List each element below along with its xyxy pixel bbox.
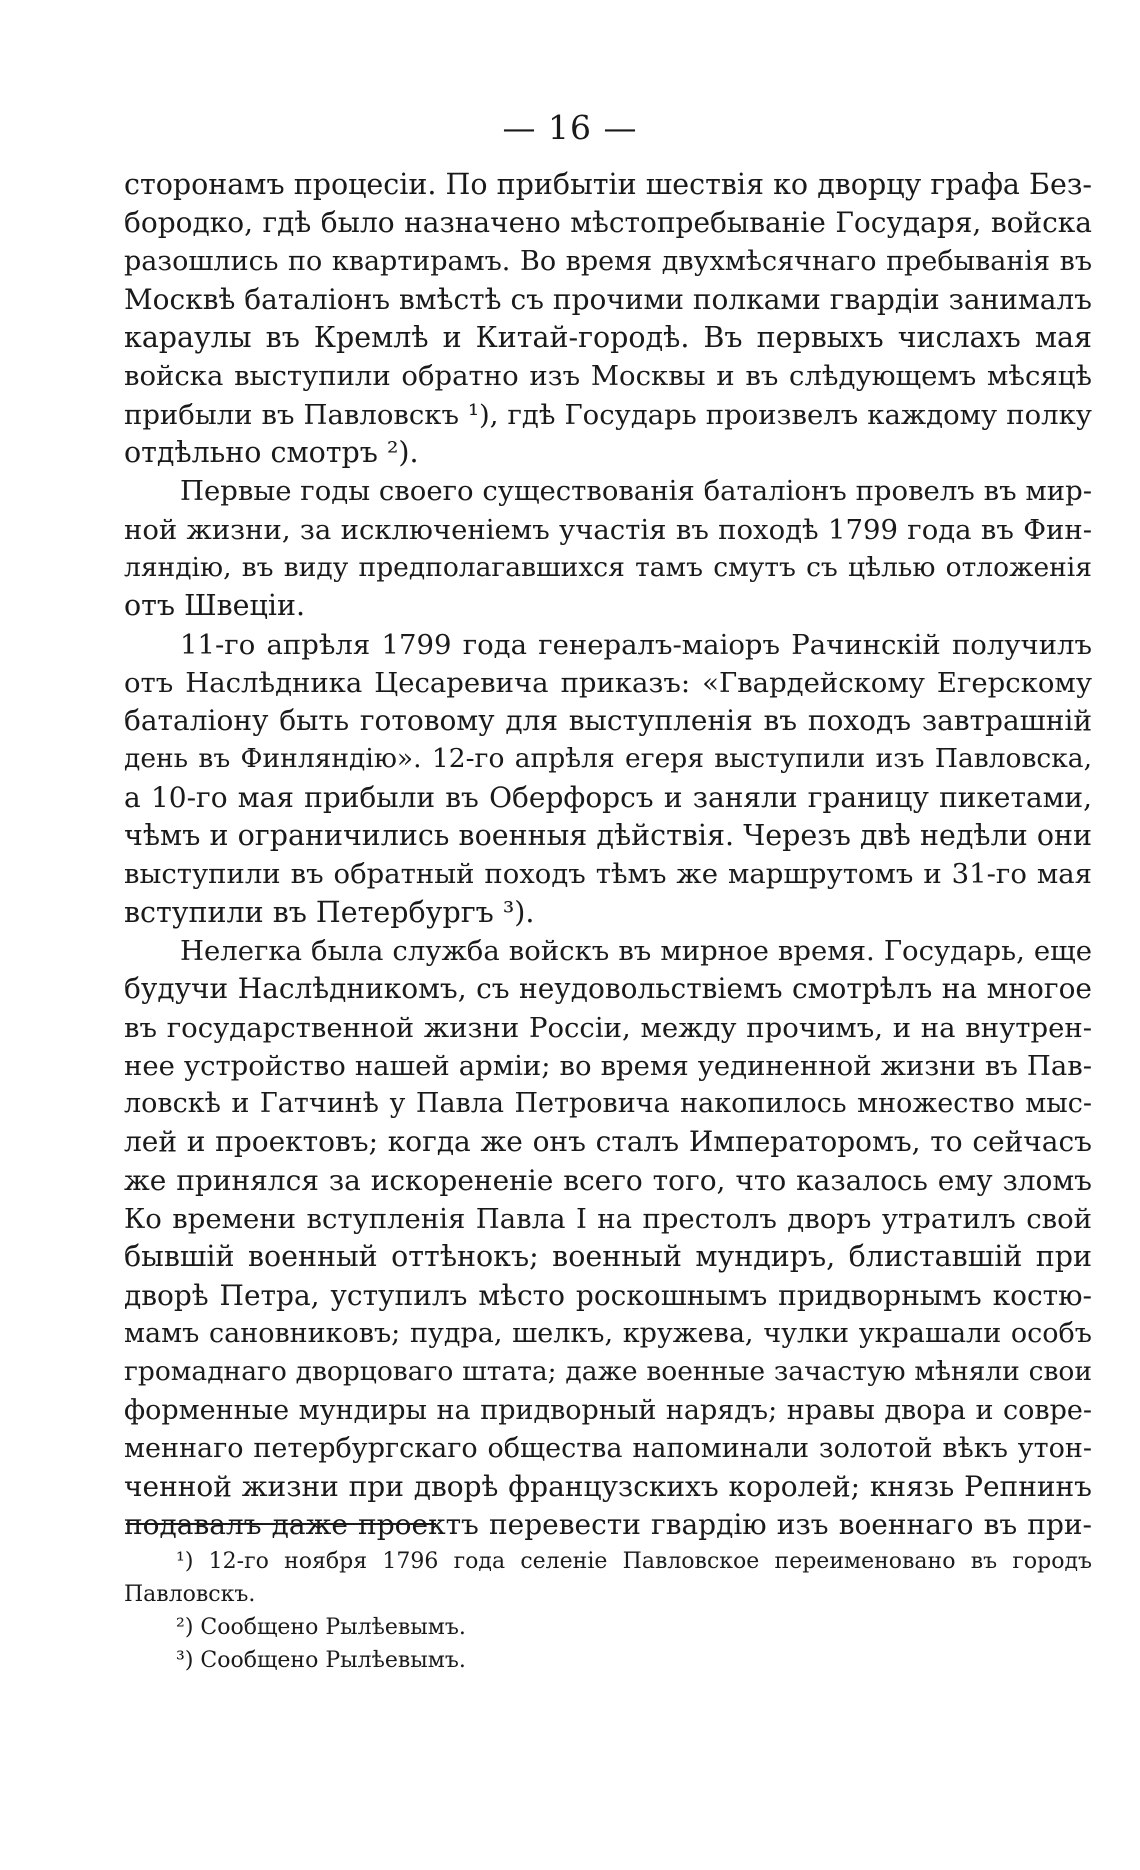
- text-line: день въ Финляндiю». 12-го апрѣля егеря выступили изъ Павловска,: [124, 743, 1092, 775]
- text-line: баталiону быть готовому для выступленiя въ походъ завтрашнiй: [124, 704, 1092, 738]
- text-line: Москвѣ баталiонъ вмѣстѣ съ прочими полками гвардiи занималъ: [124, 282, 1092, 316]
- footnote-line: ³) Сообщено Рылѣевымъ.: [176, 1648, 466, 1673]
- text-line: будучи Наслѣдникомъ, съ неудовольствiемъ смотрѣлъ на многое: [124, 972, 1092, 1006]
- text-line: бородко, гдѣ было назначено мѣстопребыванiе Государя, войска: [124, 206, 1092, 240]
- main-text: [124, 166, 1092, 1545]
- text-line: выступили въ обратный походъ тѣмъ же маршрутомъ и 31-го мая: [124, 858, 1092, 891]
- text-line: 11-го апрѣля 1799 года генералъ-маiоръ Рачинскiй получилъ: [180, 628, 1092, 661]
- text-line: отъ Швецiи.: [124, 589, 306, 623]
- text-line: мамъ сановниковъ; пудра, шелкъ, кружева, чулки украшали особъ: [124, 1317, 1092, 1349]
- text-line: караулы въ Кремлѣ и Китай-городѣ. Въ первыхъ числахъ мая: [124, 321, 1092, 355]
- footnotes: [124, 1545, 1092, 1677]
- text-line: а 10-го мая прибыли въ Оберфорсъ и заняли границу пикетами,: [124, 780, 1092, 814]
- text-line: сторонамъ процесiи. По прибытiи шествiя ко дворцу графа Без-: [124, 168, 1092, 201]
- text-line: громаднаго дворцоваго штата; даже военные зачастую мѣняли свои: [124, 1356, 1092, 1388]
- text-line: отдѣльно смотръ ²).: [124, 436, 419, 470]
- text-line: Первые годы своего существованiя баталiонъ провелъ въ мир-: [180, 475, 1092, 508]
- text-line: отъ Наслѣдника Цесаревича приказъ: «Гвардейскому Егерскому: [124, 666, 1092, 699]
- footnote-line: ¹) 12-го ноября 1796 года селенiе Павловское переименовано въ городъ: [176, 1549, 1092, 1574]
- text-line: лей и проектовъ; когда же онъ сталъ Императоромъ, то сейчасъ: [124, 1125, 1092, 1159]
- text-line: подавалъ даже проектъ перевести гвардiю изъ военнаго въ при-: [124, 1508, 1092, 1542]
- text-line: ляндiю, въ виду предполагавшихся тамъ смутъ съ цѣлью отложенiя: [124, 551, 1092, 583]
- text-line: же принялся за искорененiе всего того, что казалось ему зломъ: [124, 1163, 1092, 1197]
- footnote-divider: [126, 1523, 436, 1525]
- text-line: бывшiй военный оттѣнокъ; военный мундиръ, блиставшiй при: [124, 1240, 1092, 1274]
- text-line: форменные мундиры на придворный нарядъ; нравы двора и совре-: [124, 1394, 1092, 1426]
- text-line: ной жизни, за исключенiемъ участiя въ походѣ 1799 года въ Фин-: [124, 513, 1092, 546]
- text-line: войска выступили обратно изъ Москвы и въ слѣдующемъ мѣсяцѣ: [124, 360, 1092, 393]
- text-line: въ государственной жизни Россiи, между прочимъ, и на внутрен-: [124, 1011, 1092, 1044]
- text-line: Ко времени вступленiя Павла I на престолъ дворъ утратилъ свой: [124, 1203, 1092, 1236]
- page-number: — 16 —: [502, 108, 638, 147]
- text-line: нее устройство нашей армiи; во время уединенной жизни въ Пав-: [124, 1049, 1092, 1082]
- text-line: чѣмъ и ограничились военныя дѣйствiя. Черезъ двѣ недѣли они: [124, 819, 1092, 853]
- text-line: дворѣ Петра, уступилъ мѣсто роскошнымъ придворнымъ костю-: [124, 1278, 1092, 1312]
- text-line: ловскѣ и Гатчинѣ у Павла Петровича накопилось множество мыс-: [124, 1088, 1092, 1120]
- footnote-line: ²) Сообщено Рылѣевымъ.: [176, 1615, 466, 1640]
- text-line: меннаго петербургскаго общества напоминали золотой вѣкъ утон-: [124, 1432, 1092, 1464]
- text-line: ченной жизни при дворѣ французскихъ королей; князь Репнинъ: [124, 1470, 1092, 1504]
- footnote-line: Павловскъ.: [124, 1582, 256, 1607]
- text-line: Нелегка была служба войскъ въ мирное время. Государь, еще: [180, 934, 1092, 967]
- text-line: разошлись по квартирамъ. Во время двухмѣсячнаго пребыванiя въ: [124, 245, 1092, 277]
- text-line: вступили въ Петербургъ ³).: [124, 895, 535, 929]
- text-line: прибыли въ Павловскъ ¹), гдѣ Государь произвелъ каждому полку: [124, 398, 1092, 431]
